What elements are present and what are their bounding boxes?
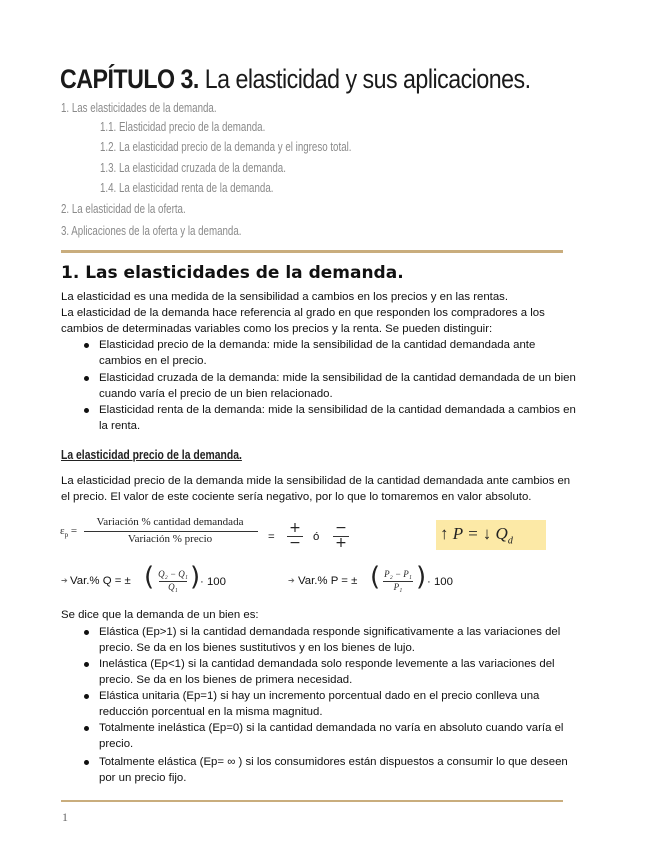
bullet-line: precio. Se da en los bienes sustitutivos y en los bienes de lujo. (99, 642, 415, 654)
paragraph-line: el precio. El valor de este cociente sería negativo, por lo que lo tomaremos en valor absoluto. (61, 491, 532, 503)
bullet-dot (84, 630, 89, 635)
bullet-dot (84, 662, 89, 667)
bullet-line: Elasticidad cruzada de la demanda: mide la sensibilidad de la cantidad demandada de un bien (99, 372, 576, 384)
bullet-line: Totalmente elástica (Ep= ∞ ) si los consumidores están dispuestos a consumir lo que deseen (99, 756, 568, 768)
var-q-numerator: Q₂ − Q₁ (158, 569, 188, 579)
bullet-line: Elasticidad renta de la demanda: mide la sensibilidad de la cantidad demandada a cambios en (99, 404, 576, 416)
intro-line: La elasticidad de la demanda hace referencia al grado en que responden los compradores a los (61, 307, 545, 319)
demand-types-intro: Se dice que la demanda de un bien es: (61, 609, 259, 621)
toc-item[interactable]: 1.2. La elasticidad precio de la demanda y el ingreso total. (100, 140, 352, 154)
sign-denominator: − (289, 535, 301, 551)
bullet-line: la renta. (99, 420, 141, 432)
bullet-dot (84, 376, 89, 381)
bullet-line: cambios en el precio. (99, 355, 207, 367)
highlight-text: ↑ P = ↓ $Q_d$ (440, 524, 513, 547)
formula-denominator: Variación % precio (127, 533, 213, 545)
bullet-dot (84, 343, 89, 348)
paren-right: ) (190, 562, 201, 592)
formula-numerator: Variación % cantidad demandada (96, 516, 244, 528)
toc-item[interactable]: 1. Las elasticidades de la demanda. (61, 101, 217, 115)
intro-line: cambios de determinadas variables como los precios y la renta. Se pueden distinguir: (61, 323, 493, 335)
bullet-dot (84, 726, 89, 731)
divider-top (61, 250, 563, 253)
toc-item[interactable]: 1.1. Elasticidad precio de la demanda. (100, 120, 266, 134)
page-number: 1 (62, 810, 68, 824)
toc-item[interactable]: 3. Aplicaciones de la oferta y la demanda. (61, 224, 242, 238)
sign-numerator: − (335, 520, 347, 536)
or-text: ó (313, 531, 320, 543)
times-hundred: · 100 (427, 576, 453, 588)
arrow-icon: ➔ (288, 576, 295, 585)
bullet-line: cuando varía el precio de un bien relacionado. (99, 388, 333, 400)
equals-sign: = (268, 531, 275, 543)
toc-item[interactable]: 1.3. La elasticidad cruzada de la demanda. (100, 161, 286, 175)
bullet-line: precio. Se da en los bienes de primera necesidad. (99, 674, 353, 686)
bullet-line: Inelástica (Ep<1) si la cantidad demandada solo responde levemente a las variaciones del (99, 658, 555, 670)
chapter-title (60, 64, 531, 95)
var-p-numerator: P₂ − P₁ (384, 569, 412, 579)
var-q-label: Var.% Q = ± (70, 575, 131, 587)
bullet-line: Elástica unitaria (Ep=1) si hay un incremento porcentual dado en el precio conlleva una (99, 690, 540, 702)
bullet-line: Elástica (Ep>1) si la cantidad demandada responde significativamente a las variaciones del (99, 626, 561, 638)
sign-denominator: + (335, 535, 347, 551)
fraction-bar (84, 531, 258, 532)
var-p-label: Var.% P = ± (298, 575, 358, 587)
bullet-line: por un precio fijo. (99, 772, 187, 784)
price-quantity-highlight (436, 520, 546, 550)
bullet-dot (84, 760, 89, 765)
bullet-line: Totalmente inelástica (Ep=0) si la cantidad demandada no varía en absoluto cuando varía el (99, 722, 564, 734)
intro-line: La elasticidad es una medida de la sensibilidad a cambios en los precios y en las rentas. (61, 291, 509, 303)
bullet-line: Elasticidad precio de la demanda: mide la sensibilidad de la cantidad demandada ante (99, 339, 536, 351)
var-p-denominator: P₁ (393, 582, 403, 592)
arrow-icon: ➔ (61, 576, 68, 585)
paren-left: ( (144, 562, 155, 592)
bullet-dot (84, 694, 89, 699)
bullet-line: reducción porcentual en la misma magnitud. (99, 706, 323, 718)
times-hundred: · 100 (200, 576, 226, 588)
subsection-heading: La elasticidad precio de la demanda. (61, 447, 242, 462)
paren-left: ( (370, 562, 381, 592)
chapter-title-text: La elasticidad y sus aplicaciones. (204, 64, 531, 94)
var-q-denominator: Q₁ (168, 582, 178, 592)
paren-right: ) (416, 562, 427, 592)
paragraph-line: La elasticidad precio de la demanda mide la sensibilidad de la cantidad demandada ante cambios en (61, 475, 571, 487)
bullet-dot (84, 408, 89, 413)
section-heading: 1. Las elasticidades de la demanda. (61, 263, 404, 283)
epsilon-symbol: $\varepsilon_p$ = (60, 525, 78, 540)
divider-bottom (61, 800, 563, 802)
bullet-line: precio. (99, 738, 134, 750)
toc-item[interactable]: 2. La elasticidad de la oferta. (61, 202, 186, 216)
toc-item[interactable]: 1.4. La elasticidad renta de la demanda. (100, 181, 274, 195)
chapter-label: CAPÍTULO 3. (60, 64, 199, 94)
sign-numerator: + (289, 520, 301, 536)
